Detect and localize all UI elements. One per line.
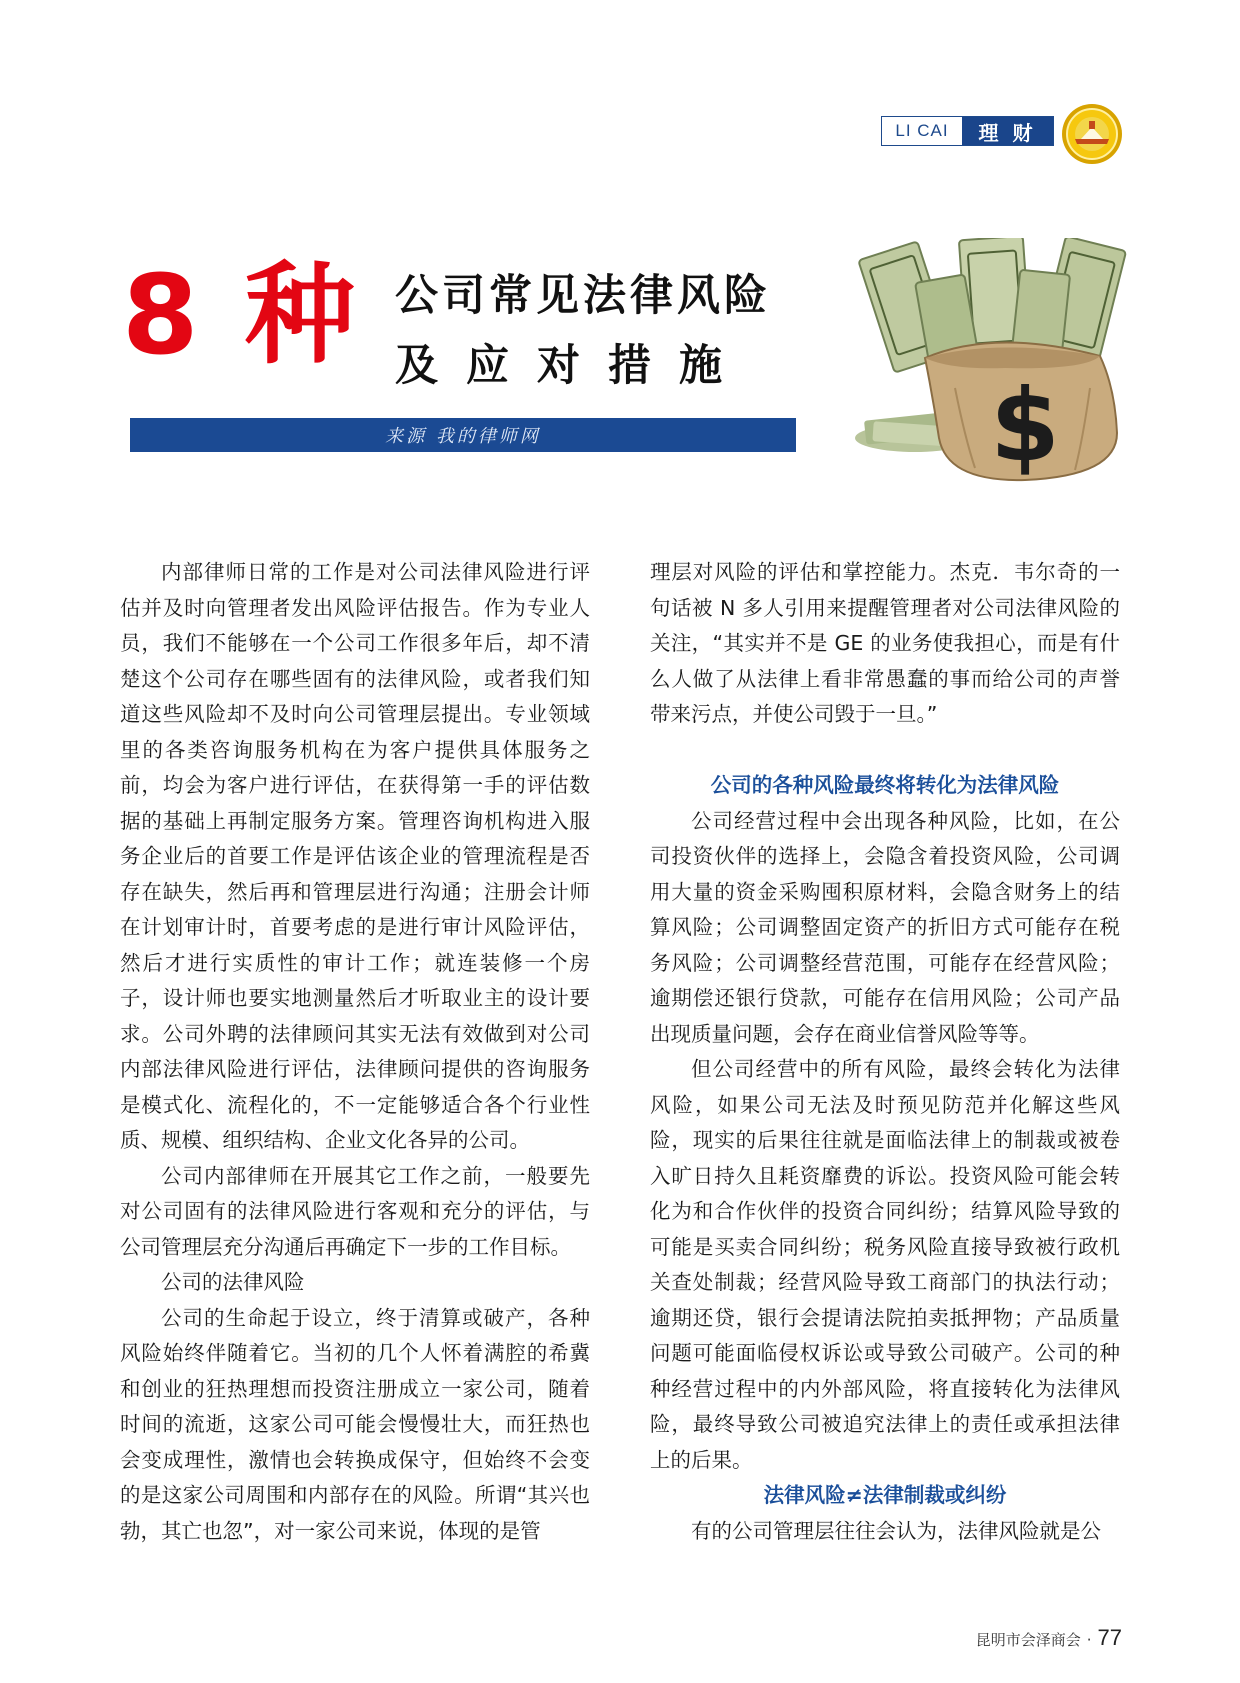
section-tag-chinese: 理财 xyxy=(962,117,1053,145)
article-left-column xyxy=(120,555,590,1549)
article-right-column xyxy=(650,555,1120,1549)
paragraph-intro: 内部律师日常的工作是对公司法律风险进行评估并及时向管理者发出风险评估报告。作为专业人员，我们不能够在一个公司工作很多年后，却不清楚这个公司存在哪些固有的法律风险，或者我们知道这些风险却不及时向公司管理层提出。专业领域里的各类咨询服务机构在为客户提供具体服务之前，均会为客户进行评估，在获得第一手的评估数据的基础上再制定服务方案。管理咨询机构进入服务企业后的首要工作是评估该企业的管理流程是否存在缺失，然后再和管理层进行沟通；注册会计师在计划审计时，首要考虑的是进行审计风险评估，然后才进行实质性的审计工作；就连装修一个房子，设计师也要实地测量然后才听取业主的设计要求。公司外聘的法律顾问其实无法有效做到对公司内部法律风险进行评估，法律顾问提供的咨询服务是模式化、流程化的，不一定能够适合各个行业性质、规模、组织结构、企业文化各异的公司。 xyxy=(120,560,590,1152)
section-tag-english: LI CAI xyxy=(882,117,962,145)
headline-line-1: 公司常见法律风险 xyxy=(395,271,771,321)
money-bag-illustration xyxy=(855,238,1135,488)
section-heading-risk-not-sanction: 法律风险≠法律制裁或纠纷 xyxy=(763,1483,1007,1507)
paragraph-inhouse: 公司内部律师在开展其它工作之前，一般要先对公司固有的法律风险进行客观和充分的评估，与公司管理层充分沟通后再确定下一步的工作目标。 xyxy=(120,1163,590,1259)
paragraph-lifecycle: 公司的生命起于设立，终于清算或破产，各种风险始终伴随着它。当初的几个人怀着满腔的希冀和创业的狂热理想而投资注册成立一家公司，随着时间的流逝，这家公司可能会慢慢壮大，而狂热也会变成理性，激情也会转换成保守，但始终不会变的是这家公司周围和内部存在的风险。所谓“其兴也勃，其亡也忽”，对一家公司来说，体现的是管 xyxy=(120,1305,590,1543)
page-number: 77 xyxy=(1097,1625,1122,1650)
paragraph-management-view: 有的公司管理层往往会认为，法律风险就是公 xyxy=(691,1518,1101,1543)
subheading-legal-risk: 公司的法律风险 xyxy=(161,1270,305,1294)
section-heading-risks-to-legal: 公司的各种风险最终将转化为法律风险 xyxy=(710,773,1060,797)
section-tag xyxy=(881,116,1054,146)
paragraph-risk-examples: 公司经营过程中会出现各种风险，比如，在公司投资伙伴的选择上，会隐含着投资风险，公司调用大量的资金采购囤积原材料，会隐含财务上的结算风险；公司调整固定资产的折旧方式可能存在税务风险；公司调整经营范围，可能存在经营风险；逾期偿还银行贷款，可能存在信用风险；公司产品出现质量问题，会存在商业信誉风险等等。 xyxy=(650,808,1120,1046)
page-footer xyxy=(976,1625,1122,1651)
headline-line-2: 及应对措施 xyxy=(395,341,750,391)
source-bar: 来源 我的律师网 xyxy=(130,418,796,452)
svg-text:$: $ xyxy=(990,367,1060,484)
paragraph-risk-conversion: 但公司经营中的所有风险，最终会转化为法律风险，如果公司无法及时预见防范并化解这些风险，现实的后果往往就是面临法律上的制裁或被卷入旷日持久且耗资靡费的诉讼。投资风险可能会转化为和合作伙伴的投资合同纠纷；结算风险导致的可能是买卖合同纠纷；税务风险直接导致被行政机关查处制裁；经营风险导致工商部门的执法行动；逾期还贷，银行会提请法院拍卖抵押物；产品质量问题可能面临侵权诉讼或导致公司破产。公司的种种经营过程中的内外部风险，将直接转化为法律风险，最终导致公司被追究法律上的责任或承担法律上的后果。 xyxy=(650,1057,1120,1472)
gold-emblem-icon xyxy=(1061,103,1123,165)
headline-number: 8 种 xyxy=(122,251,359,379)
publication-name: 昆明市会泽商会 xyxy=(975,1631,1081,1649)
footer-separator: · xyxy=(1086,1631,1092,1649)
paragraph-continuation: 理层对风险的评估和掌控能力。杰克．韦尔奇的一句话被 N 多人引用来提醒管理者对公司法律风险的关注，“其实并不是 GE 的业务使我担心，而是有什么人做了从法律上看非常愚蠢的事而给公司的声誉带来污点，并使公司毁于一旦。” xyxy=(650,560,1120,726)
